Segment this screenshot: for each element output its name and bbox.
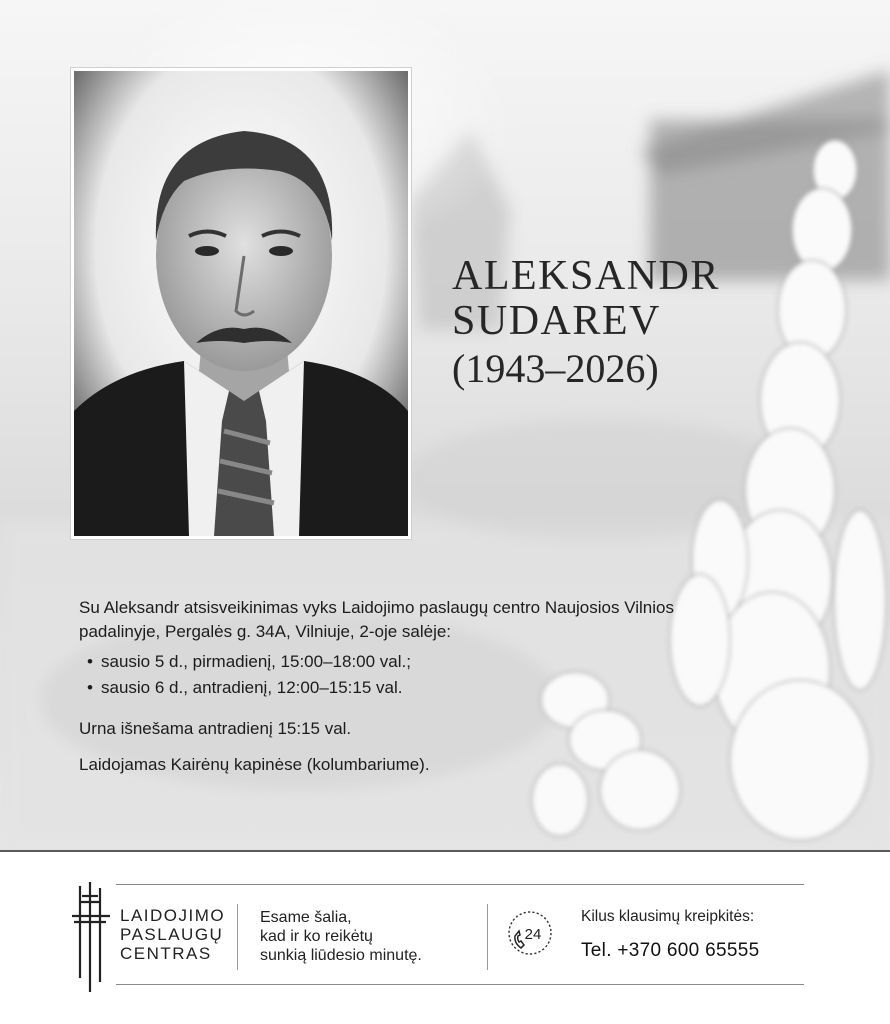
portrait-photo	[70, 67, 412, 540]
schedule-item: • sausio 5 d., pirmadienį, 15:00–18:00 val.;	[87, 652, 411, 671]
urn-notice: Urna išnešama antradienį 15:15 val.	[79, 719, 352, 738]
farewell-schedule	[79, 649, 679, 701]
schedule-item: • sausio 6 d., antradienį, 12:00–15:15 val.	[87, 678, 403, 697]
service-logo-text: LAIDOJIMO PASLAUGŲ CENTRAS	[120, 906, 226, 963]
farewell-intro: Su Aleksandr atsisveikinimas vyks Laidojimo paslaugų centro Naujosios Vilnios padalinyje, Pergalės g. 34A, Vilniuje, 2-oje salėje:	[79, 598, 674, 641]
hours-badge: 24	[524, 926, 542, 943]
footer-bottom-rule	[116, 984, 804, 985]
name-first: ALEKSANDR	[452, 253, 720, 299]
triple-cross-icon	[70, 882, 118, 992]
deceased-name	[452, 254, 720, 344]
footer-separator	[487, 904, 488, 970]
service-slogan: Esame šalia, kad ir ko reikėtų sunkią liūdesio minutę.	[260, 909, 422, 964]
name-last: SUDAREV	[452, 298, 661, 344]
farewell-info	[79, 596, 679, 776]
footer-top-rule	[116, 884, 804, 885]
footer-separator	[237, 904, 238, 970]
funeral-service-footer	[0, 852, 890, 1024]
burial-notice: Laidojamas Kairėnų kapinėse (kolumbariume).	[79, 754, 430, 774]
portrait-figure	[74, 71, 408, 536]
contact-label: Kilus klausimų kreipkitės:	[581, 908, 755, 925]
life-years: (1943–2026)	[452, 346, 659, 391]
phone-number[interactable]: Tel. +370 600 65555	[581, 940, 760, 961]
phone-24h-icon	[507, 910, 553, 956]
